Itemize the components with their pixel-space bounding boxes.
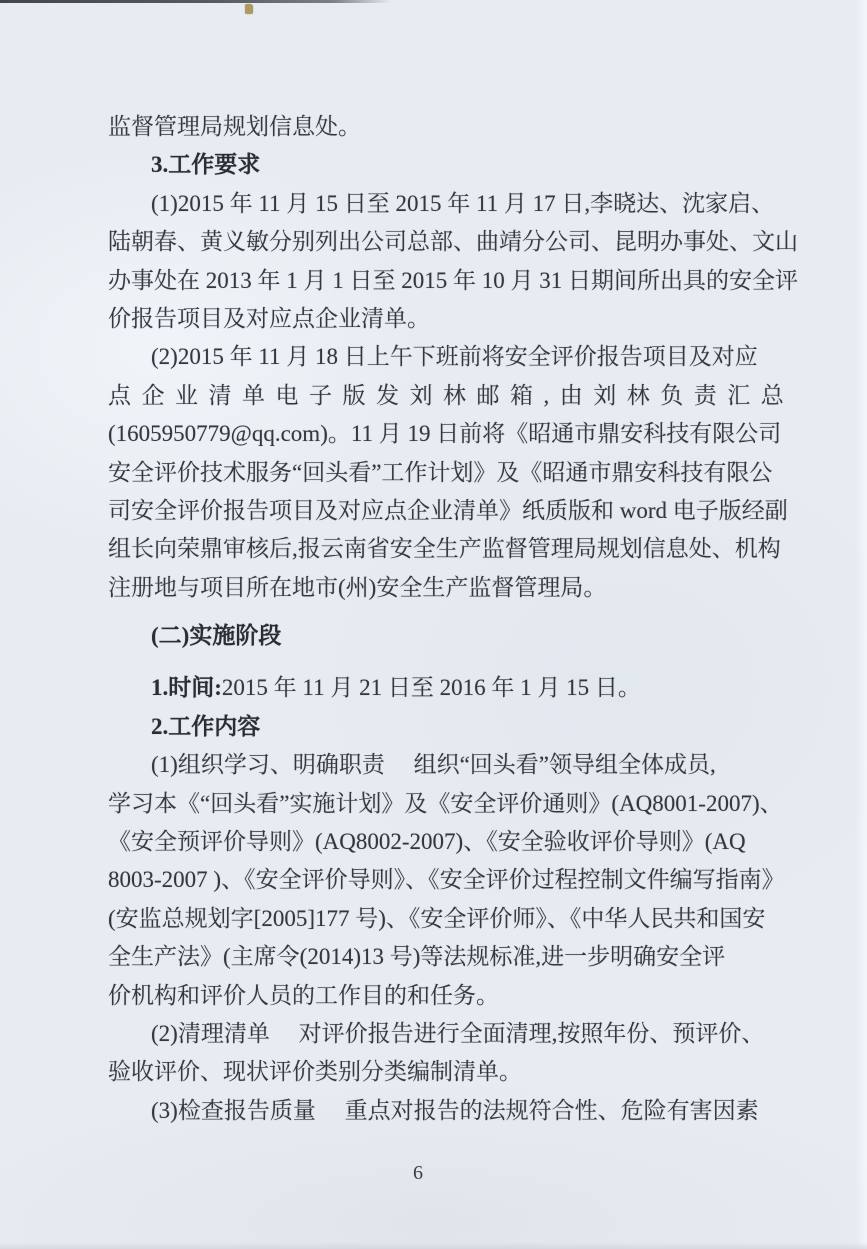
text-line: 学习本《“回头看”实施计划》及《安全评价通则》(AQ8001-2007)、 bbox=[108, 790, 783, 816]
page-number: 6 bbox=[413, 1162, 423, 1184]
text-line: (3)检查报告质量 重点对报告的法规符合性、危险有害因素 bbox=[151, 1097, 759, 1123]
scan-bottom-shade bbox=[0, 1242, 867, 1249]
text-line: 安全评价技术服务“回头看”工作计划》及《昭通市鼎安科技有限公 bbox=[108, 459, 773, 485]
text-line: (1)2015 年 11 月 15 日至 2015 年 11 月 17 日,李晓达、沈家启、 bbox=[151, 190, 775, 216]
time-label: 1.时间: bbox=[151, 675, 222, 701]
text-line: 《安全预评价导则》(AQ8002-2007)、《安全验收评价导则》(AQ bbox=[108, 829, 746, 855]
text-line: 价报告项目及对应点企业清单。 bbox=[108, 305, 430, 331]
text-line: (1)组织学习、明确职责 组织“回头看”领导组全体成员, bbox=[151, 752, 716, 778]
heading-implementation-stage: (二)实施阶段 bbox=[151, 623, 282, 649]
text-line: 办事处在 2013 年 1 月 1 日至 2015 年 10 月 31 日期间所出具的安全评 bbox=[108, 267, 798, 293]
text-line: 注册地与项目所在地市(州)安全生产监督管理局。 bbox=[108, 574, 607, 600]
heading-work-content: 2.工作内容 bbox=[151, 713, 261, 739]
scan-right-edge bbox=[855, 0, 867, 1249]
text-line: 监督管理局规划信息处。 bbox=[108, 114, 361, 139]
text-line: 陆朝春、黄义敏分别列出公司总部、曲靖分公司、昆明办事处、文山 bbox=[108, 229, 798, 255]
document-body bbox=[108, 108, 798, 1130]
scan-speck-artifact bbox=[245, 4, 253, 14]
text-line: 验收评价、现状评价类别分类编制清单。 bbox=[108, 1059, 522, 1085]
text-line: 价机构和评价人员的工作目的和任务。 bbox=[108, 982, 499, 1008]
scan-edge-artifact bbox=[0, 0, 392, 3]
text-line-email: (1605950779@qq.com)。11 月 19 日前将《昭通市鼎安科技有限公司 bbox=[108, 421, 782, 447]
text-line-justified: 点企业清单电子版发刘林邮箱,由刘林负责汇总 bbox=[108, 382, 795, 408]
heading-work-requirements: 3.工作要求 bbox=[151, 152, 261, 178]
text-line: 全生产法》(主席令(2014)13 号)等法规标准,进一步明确安全评 bbox=[108, 944, 726, 970]
line-time-schedule bbox=[108, 669, 798, 707]
text-line: 组长向荣鼎审核后,报云南省安全生产监督管理局规划信息处、机构 bbox=[108, 536, 781, 562]
text-line: (2)清理清单 对评价报告进行全面清理,按照年份、预评价、 bbox=[151, 1020, 765, 1046]
time-value: 2015 年 11 月 21 日至 2016 年 1 月 15 日。 bbox=[221, 675, 641, 701]
text-line: (安监总规划字[2005]177 号)、《安全评价师》、《中华人民共和国安 bbox=[108, 905, 766, 931]
text-line: 8003-2007 )、《安全评价导则》、《安全评价过程控制文件编写指南》 bbox=[108, 867, 785, 893]
text-line: 司安全评价报告项目及对应点企业清单》纸质版和 word 电子版经副 bbox=[108, 497, 788, 523]
text-line: (2)2015 年 11 月 18 日上午下班前将安全评价报告项目及对应 bbox=[151, 344, 758, 370]
